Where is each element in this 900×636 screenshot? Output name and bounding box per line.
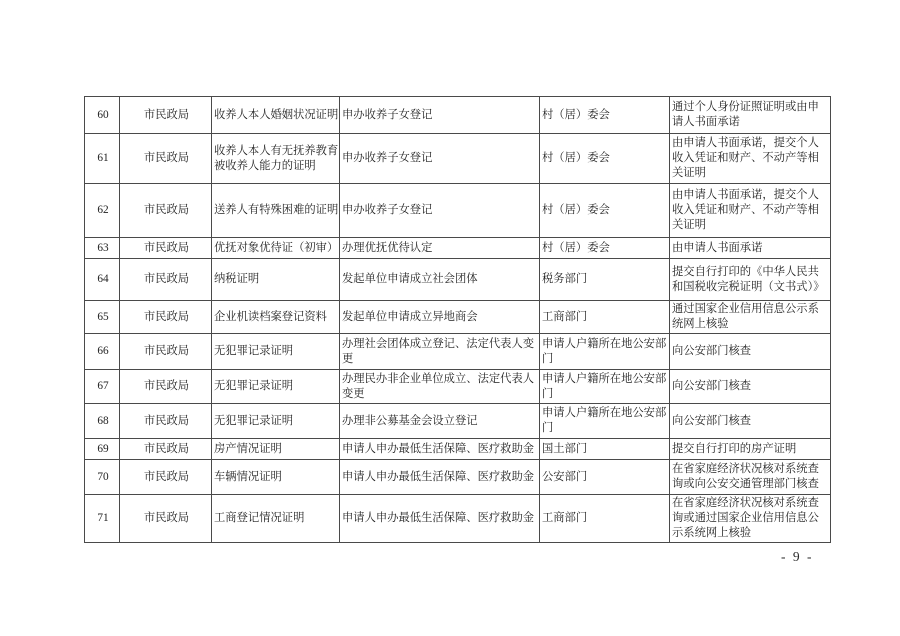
cell-alternative-method: 通过个人身份证照证明或由申请人书面承诺 xyxy=(670,97,831,134)
table-row xyxy=(85,301,831,334)
cell-seq: 69 xyxy=(85,439,120,460)
cell-certificate-name: 收养人本人婚姻状况证明 xyxy=(212,97,340,134)
cell-purpose: 申办收养子女登记 xyxy=(340,134,540,184)
cell-department: 市民政局 xyxy=(120,370,212,404)
cell-purpose: 办理非公募基金会设立登记 xyxy=(340,404,540,439)
table-row xyxy=(85,238,831,259)
cell-certificate-name: 车辆情况证明 xyxy=(212,460,340,495)
table-row xyxy=(85,460,831,495)
cell-alternative-method: 在省家庭经济状况核对系统查询或通过国家企业信用信息公示系统网上核验 xyxy=(670,495,831,543)
cell-seq: 66 xyxy=(85,334,120,370)
cell-certificate-name: 无犯罪记录证明 xyxy=(212,334,340,370)
cell-certificate-name: 送养人有特殊困难的证明 xyxy=(212,184,340,238)
cell-purpose: 申办收养子女登记 xyxy=(340,184,540,238)
cell-certificate-name: 无犯罪记录证明 xyxy=(212,370,340,404)
table-row xyxy=(85,404,831,439)
table-row xyxy=(85,259,831,301)
cell-purpose: 申请人申办最低生活保障、医疗救助金 xyxy=(340,439,540,460)
cell-certificate-name: 无犯罪记录证明 xyxy=(212,404,340,439)
cell-alternative-method: 向公安部门核查 xyxy=(670,334,831,370)
cell-purpose: 申请人申办最低生活保障、医疗救助金 xyxy=(340,495,540,543)
cell-issuing-unit: 村（居）委会 xyxy=(540,238,670,259)
cell-seq: 60 xyxy=(85,97,120,134)
cell-alternative-method: 由申请人书面承诺，提交个人收入凭证和财产、不动产等相关证明 xyxy=(670,134,831,184)
cell-department: 市民政局 xyxy=(120,301,212,334)
table-row xyxy=(85,134,831,184)
cell-purpose: 申请人申办最低生活保障、医疗救助金 xyxy=(340,460,540,495)
table-row xyxy=(85,334,831,370)
cell-department: 市民政局 xyxy=(120,404,212,439)
cell-issuing-unit: 村（居）委会 xyxy=(540,97,670,134)
page-number: - 9 - xyxy=(781,549,814,564)
cell-seq: 67 xyxy=(85,370,120,404)
cell-department: 市民政局 xyxy=(120,334,212,370)
cell-certificate-name: 企业机读档案登记资料 xyxy=(212,301,340,334)
cell-seq: 71 xyxy=(85,495,120,543)
cell-purpose: 办理社会团体成立登记、法定代表人变更 xyxy=(340,334,540,370)
cell-alternative-method: 向公安部门核查 xyxy=(670,370,831,404)
cell-purpose: 发起单位申请成立异地商会 xyxy=(340,301,540,334)
cell-issuing-unit: 申请人户籍所在地公安部门 xyxy=(540,404,670,439)
cell-department: 市民政局 xyxy=(120,460,212,495)
cell-certificate-name: 纳税证明 xyxy=(212,259,340,301)
table-row xyxy=(85,439,831,460)
cell-department: 市民政局 xyxy=(120,238,212,259)
cell-purpose: 发起单位申请成立社会团体 xyxy=(340,259,540,301)
cell-alternative-method: 向公安部门核查 xyxy=(670,404,831,439)
cell-alternative-method: 提交自行打印的房产证明 xyxy=(670,439,831,460)
cell-department: 市民政局 xyxy=(120,259,212,301)
cell-alternative-method: 由申请人书面承诺 xyxy=(670,238,831,259)
cell-department: 市民政局 xyxy=(120,495,212,543)
cell-issuing-unit: 公安部门 xyxy=(540,460,670,495)
cell-purpose: 办理民办非企业单位成立、法定代表人变更 xyxy=(340,370,540,404)
cell-alternative-method: 提交自行打印的《中华人民共和国税收完税证明（文书式）》 xyxy=(670,259,831,301)
cell-seq: 68 xyxy=(85,404,120,439)
cell-seq: 70 xyxy=(85,460,120,495)
cell-purpose: 办理优抚优待认定 xyxy=(340,238,540,259)
table-row xyxy=(85,495,831,543)
cell-department: 市民政局 xyxy=(120,134,212,184)
cell-seq: 64 xyxy=(85,259,120,301)
certificates-table xyxy=(84,96,831,543)
cell-purpose: 申办收养子女登记 xyxy=(340,97,540,134)
cell-issuing-unit: 工商部门 xyxy=(540,301,670,334)
cell-certificate-name: 优抚对象优待证（初审） xyxy=(212,238,340,259)
cell-department: 市民政局 xyxy=(120,439,212,460)
cell-issuing-unit: 申请人户籍所在地公安部门 xyxy=(540,370,670,404)
cell-issuing-unit: 申请人户籍所在地公安部门 xyxy=(540,334,670,370)
cell-certificate-name: 房产情况证明 xyxy=(212,439,340,460)
cell-alternative-method: 在省家庭经济状况核对系统查询或向公安交通管理部门核查 xyxy=(670,460,831,495)
cell-alternative-method: 由申请人书面承诺，提交个人收入凭证和财产、不动产等相关证明 xyxy=(670,184,831,238)
cell-issuing-unit: 村（居）委会 xyxy=(540,134,670,184)
cell-seq: 62 xyxy=(85,184,120,238)
table-row xyxy=(85,97,831,134)
cell-seq: 63 xyxy=(85,238,120,259)
cell-certificate-name: 工商登记情况证明 xyxy=(212,495,340,543)
cell-department: 市民政局 xyxy=(120,184,212,238)
cell-certificate-name: 收养人本人有无抚养教育被收养人能力的证明 xyxy=(212,134,340,184)
cell-issuing-unit: 村（居）委会 xyxy=(540,184,670,238)
table-row xyxy=(85,370,831,404)
cell-seq: 61 xyxy=(85,134,120,184)
table-row xyxy=(85,184,831,238)
cell-issuing-unit: 税务部门 xyxy=(540,259,670,301)
cell-issuing-unit: 国土部门 xyxy=(540,439,670,460)
cell-seq: 65 xyxy=(85,301,120,334)
cell-department: 市民政局 xyxy=(120,97,212,134)
cell-issuing-unit: 工商部门 xyxy=(540,495,670,543)
cell-alternative-method: 通过国家企业信用信息公示系统网上核验 xyxy=(670,301,831,334)
